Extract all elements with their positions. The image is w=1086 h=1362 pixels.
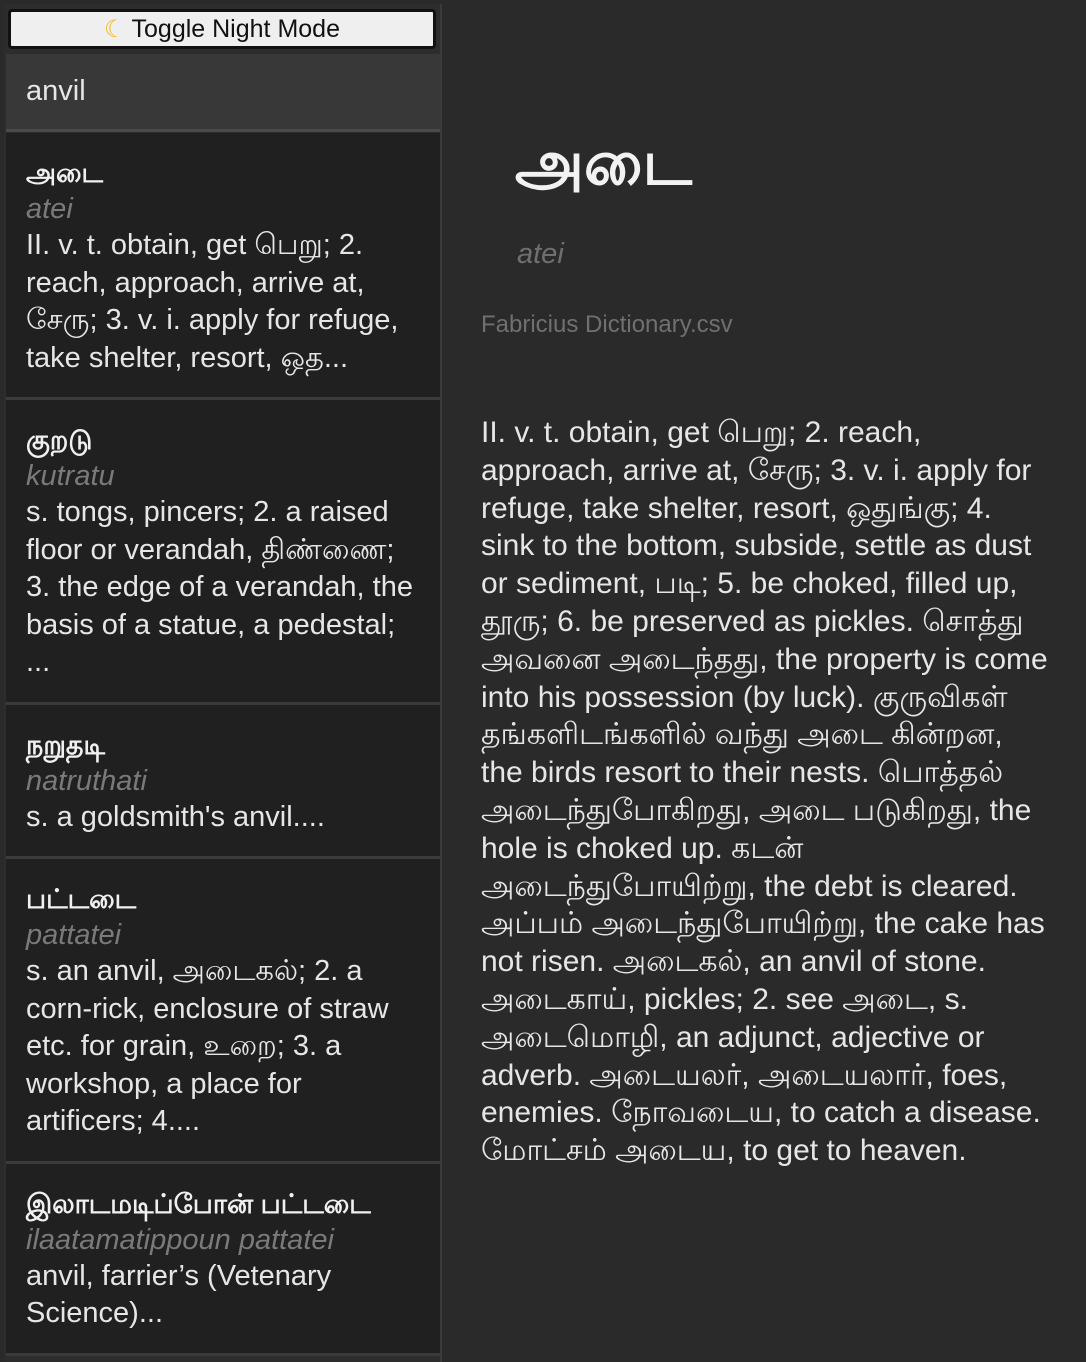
entry-transliteration: natruthati [26, 764, 147, 797]
detail-definition: II. v. t. obtain, get பெறு; 2. reach, approach, arrive at, சேரு; 3. v. i. apply for refuge, take shelter, resort, ஒதுங்கு; 4. sink to the bottom, subside, settle as dust or sediment, படி; 5. be choked, filled up, தூரு; 6. be preserved as pickles. சொத்து அவனை அடைந்தது, the property is come into his possession (by luck). குருவிகள் தங்களிடங்களில் வந்து அடை கின்றன, the birds resort to their nests. பொத்தல் அடைந்துபோகிறது, அடை படுகிறது, the hole is choked up. கடன் அடைந்துபோயிற்று, the debt is cleared. அப்பம் அடைந்துபோயிற்று, the cake has not risen. அடைகல், an anvil of stone. அடைகாய், pickles; 2. see அடை, s. அடைமொழி, an adjunct, adjective or adverb. அடையலர், அடையலார், foes, enemies. நோவடைய, to catch a disease. மோட்சம் அடைய, to get to heaven. [481, 416, 1048, 1168]
entry-transliteration: pattatei [26, 919, 122, 951]
entry-definition: s. an anvil, அடைகல்; 2. a corn-rick, enclosure of straw etc. for grain, உறை; 3. a workshop, a place for artificers; 4.... [26, 955, 389, 1137]
detail-transliteration: atei [517, 238, 564, 270]
entry-definition: II. v. t. obtain, get பெறு; 2. reach, approach, arrive at, சேரு; 3. v. i. apply for refuge, take shelter, resort, ஒத... [26, 229, 399, 374]
entry-definition: anvil, farrier’s (Vetenary Science)... [26, 1259, 332, 1329]
search-input[interactable] [6, 54, 440, 132]
entry-word: பட்டடை [26, 884, 137, 914]
entry-transliteration: ilaatamatippoun pattatei [26, 1223, 334, 1256]
list-item[interactable] [6, 400, 440, 705]
entry-word: அடை [26, 158, 104, 188]
moon-icon: ☾ [104, 15, 126, 43]
list-item[interactable] [6, 705, 440, 860]
toggle-label: Toggle Night Mode [131, 14, 340, 43]
entry-transliteration: kutratu [26, 460, 115, 492]
sidebar [4, 4, 442, 1362]
entry-transliteration: atei [26, 193, 73, 225]
entry-word: நறுதடி [26, 729, 105, 760]
detail-word: அடை [515, 129, 692, 198]
entry-definition: s. a goldsmith's anvil.... [26, 800, 325, 833]
list-item[interactable] [6, 1164, 440, 1356]
toggle-night-mode-button[interactable] [8, 9, 436, 49]
detail-source: Fabricius Dictionary.csv [481, 311, 733, 338]
entry-word: குறடு [26, 425, 93, 455]
entry-definition: s. tongs, pincers; 2. a raised floor or verandah, திண்ணை; 3. the edge of a verandah, the basis of a statue, a pedestal; ... [26, 496, 413, 678]
entry-word: இலாடமடிப்போன் பட்டடை [26, 1188, 371, 1219]
list-item[interactable] [6, 859, 440, 1164]
results-list [6, 133, 440, 1356]
list-item[interactable] [6, 133, 440, 400]
